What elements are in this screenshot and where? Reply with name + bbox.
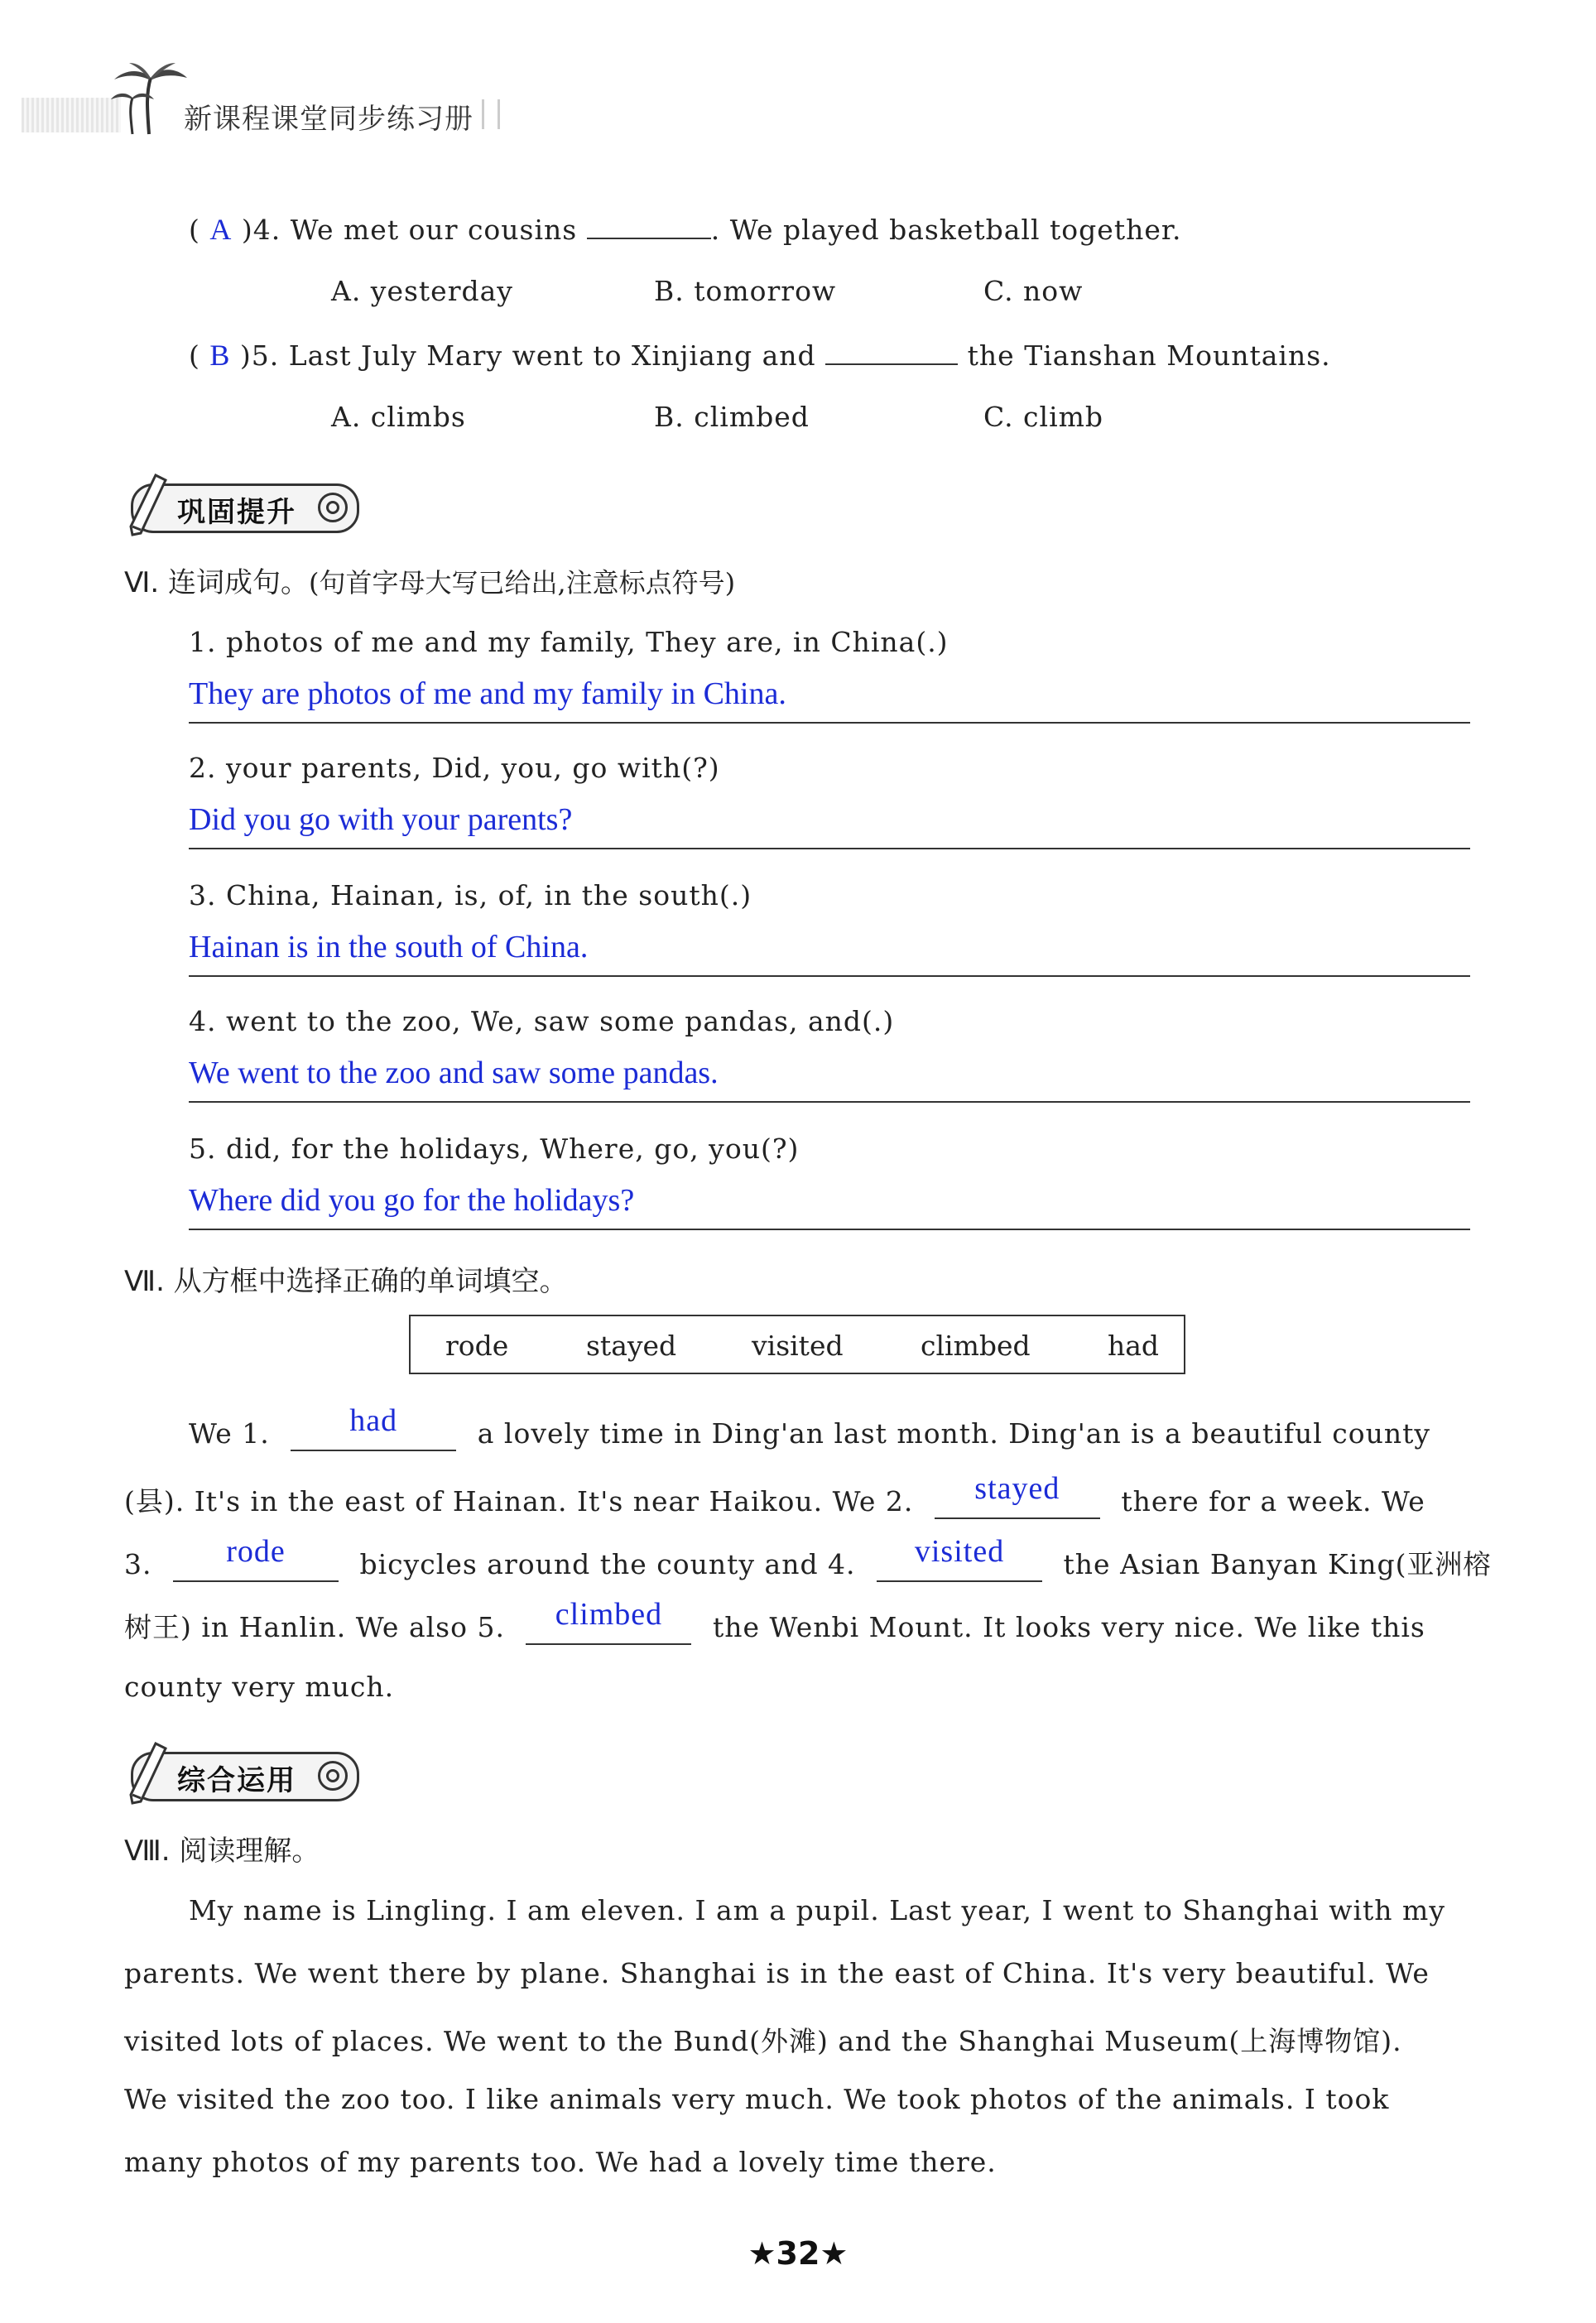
page-number: ★32★ bbox=[748, 2235, 848, 2272]
sentence-answer: Where did you go for the holidays? bbox=[189, 1183, 635, 1218]
reading-line: parents. We went there by plane. Shanghai is in the east of China. It's very beautiful. We bbox=[124, 1957, 1430, 1989]
word-box bbox=[409, 1315, 1185, 1374]
word-option: climbed bbox=[921, 1330, 1031, 1362]
sentence-answer: We went to the zoo and saw some pandas. bbox=[189, 1056, 719, 1090]
badge-label: 综合运用 bbox=[177, 1764, 296, 1797]
ring-icon bbox=[318, 1761, 348, 1791]
palm-tree-icon bbox=[108, 61, 190, 136]
answer-line bbox=[189, 1101, 1470, 1103]
mc-question-5: ( B )5. Last July Mary went to Xinjiang and the Tianshan Mountains. bbox=[189, 339, 1331, 372]
cloze-line-2: (县). It's in the east of Hainan. It's near Haikou. We 2. stayed there for a week. We bbox=[124, 1471, 1425, 1517]
answer-line bbox=[189, 722, 1470, 724]
cloze-blank-5: climbed bbox=[526, 1611, 691, 1645]
pencil-icon bbox=[123, 472, 172, 538]
word-option: rode bbox=[445, 1330, 509, 1362]
mc-answer-5: B bbox=[209, 339, 231, 372]
option-c: C. now bbox=[983, 275, 1084, 307]
answer-line bbox=[189, 975, 1470, 977]
answer-blank bbox=[825, 363, 958, 365]
cloze-blank-4: visited bbox=[877, 1548, 1042, 1582]
badge-label: 巩固提升 bbox=[177, 496, 296, 529]
section-badge-comprehensive bbox=[123, 1748, 363, 1800]
option-a: A. climbs bbox=[331, 401, 466, 433]
header-title: 新课程课堂同步练习册 bbox=[184, 103, 474, 136]
sentence-prompt: 3. China, Hainan, is, of, in the south(.) bbox=[189, 879, 752, 911]
sentence-prompt: 4. went to the zoo, We, saw some pandas, and(.) bbox=[189, 1005, 895, 1037]
cloze-line-1: We 1. had a lovely time in Ding'an last month. Ding'an is a beautiful county bbox=[189, 1403, 1430, 1450]
sentence-answer: Did you go with your parents? bbox=[189, 802, 573, 837]
answer-line bbox=[189, 848, 1470, 849]
answer-blank bbox=[587, 238, 711, 239]
cloze-blank-3: rode bbox=[173, 1548, 339, 1582]
cloze-blank-1: had bbox=[291, 1417, 456, 1451]
word-option: had bbox=[1108, 1330, 1160, 1362]
mc-question-4: ( A )4. We met our cousins . We played basketball together. bbox=[189, 213, 1182, 246]
sentence-prompt: 2. your parents, Did, you, go with(?) bbox=[189, 752, 720, 784]
cloze-blank-2: stayed bbox=[935, 1485, 1100, 1519]
sentence-prompt: 1. photos of me and my family, They are, in China(.) bbox=[189, 626, 949, 658]
word-option: stayed bbox=[586, 1330, 677, 1362]
pencil-icon bbox=[123, 1740, 172, 1806]
word-option: visited bbox=[752, 1330, 844, 1362]
reading-line: My name is Lingling. I am eleven. I am a pupil. Last year, I went to Shanghai with my bbox=[189, 1894, 1445, 1926]
ring-icon bbox=[318, 493, 348, 522]
cloze-line-5: county very much. bbox=[124, 1671, 395, 1703]
sentence-answer: Hainan is in the south of China. bbox=[189, 930, 589, 964]
cloze-line-4: 树王) in Hanlin. We also 5. climbed the Wenbi Mount. It looks very nice. We like this bbox=[124, 1597, 1425, 1643]
cloze-line-3: 3. rode bicycles around the county and 4. visited the Asian Banyan King(亚洲榕 bbox=[124, 1534, 1492, 1580]
sentence-prompt: 5. did, for the holidays, Where, go, you(?) bbox=[189, 1133, 800, 1165]
option-b: B. climbed bbox=[654, 401, 810, 433]
reading-line: We visited the zoo too. I like animals very much. We took photos of the animals. I took bbox=[124, 2083, 1390, 2115]
reading-line: visited lots of places. We went to the Bund(外滩) and the Shanghai Museum(上海博物馆). bbox=[124, 2025, 1402, 2057]
sentence-answer: They are photos of me and my family in China. bbox=[189, 676, 786, 711]
option-b: B. tomorrow bbox=[654, 275, 837, 307]
section-7-heading: Ⅶ. 从方框中选择正确的单词填空。 bbox=[124, 1265, 568, 1298]
option-a: A. yesterday bbox=[331, 275, 513, 307]
header-end-marks bbox=[482, 99, 500, 129]
mc-answer-4: A bbox=[209, 213, 233, 246]
option-c: C. climb bbox=[983, 401, 1104, 433]
section-badge-consolidate bbox=[123, 480, 363, 531]
section-8-heading: Ⅷ. 阅读理解。 bbox=[124, 1835, 320, 1868]
reading-line: many photos of my parents too. We had a lovely time there. bbox=[124, 2146, 997, 2178]
section-6-heading: Ⅵ. 连词成句。(句首字母大写已给出,注意标点符号) bbox=[124, 566, 736, 599]
header-decor-bar bbox=[22, 98, 121, 132]
answer-line bbox=[189, 1229, 1470, 1230]
